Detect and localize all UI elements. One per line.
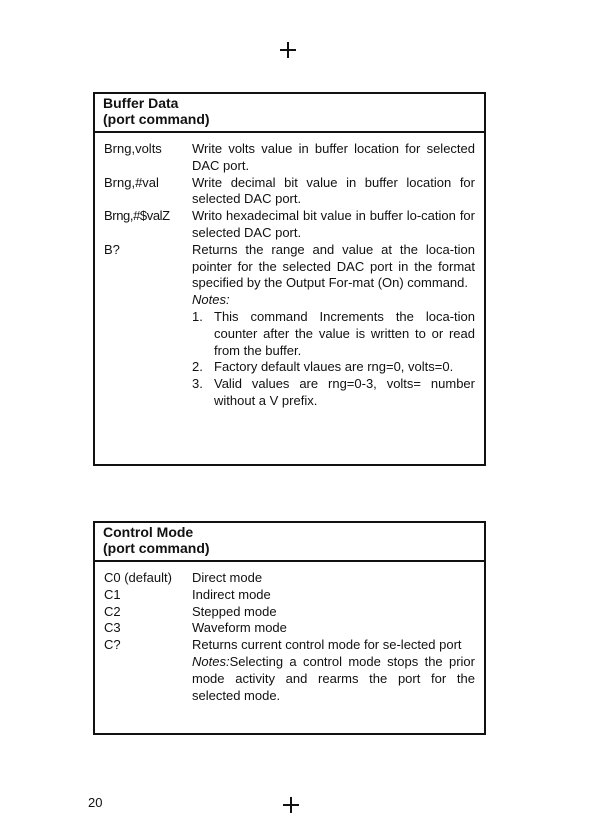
control-mode-box (93, 521, 486, 735)
command-description: Write decimal bit value in buffer location for selected DAC port. (192, 174, 475, 207)
command-description: Write volts value in buffer location for selected DAC port. (192, 141, 475, 173)
command-description (192, 242, 475, 410)
buffer-data-title: Buffer Data (103, 95, 179, 111)
note-item (192, 359, 475, 376)
command-code: Brng,volts (104, 141, 162, 156)
command-row (104, 175, 475, 209)
buffer-data-header (95, 94, 484, 133)
control-mode-body (95, 562, 484, 704)
note-number: 2. (192, 359, 203, 375)
command-row (104, 620, 475, 637)
note-text: Factory default vlaues are rng=0, volts=0. (214, 359, 454, 375)
notes-label: Notes: (192, 653, 230, 669)
command-row (104, 604, 475, 621)
command-row (104, 242, 475, 410)
command-code: Brng,#val (104, 174, 159, 190)
command-code: B? (104, 241, 120, 257)
command-description-text: Returns the range and value at the loca-tion pointer for the selected DAC port in the format specified by the Output For-mat (On) command. (192, 241, 475, 291)
command-code: C0 (default) (104, 570, 172, 585)
command-row (104, 637, 475, 704)
command-code: C3 (104, 620, 121, 636)
command-description: Stepped mode (192, 603, 277, 619)
note-item (192, 309, 475, 359)
command-code: Brng,#$valZ (104, 208, 170, 224)
command-description: Waveform mode (192, 620, 287, 636)
notes-label: Notes: (192, 292, 230, 308)
note-item (192, 376, 475, 410)
command-description: Writo hexadecimal bit value in buffer lo-cation for selected DAC port. (192, 208, 475, 240)
notes-paragraph (192, 654, 475, 704)
buffer-data-body (95, 133, 484, 410)
command-code: C1 (104, 586, 121, 602)
notes-text: Selecting a control mode stops the prior mode activity and rearms the port for the selected mode. (192, 653, 475, 703)
registration-mark-bottom (283, 797, 299, 813)
command-code: C? (104, 637, 121, 653)
note-number: 3. (192, 376, 203, 392)
control-mode-header (95, 523, 484, 562)
control-mode-title: Control Mode (103, 524, 194, 540)
command-description-text: Returns current control mode for se-lected port (192, 637, 462, 653)
command-code: C2 (104, 603, 121, 619)
registration-mark-top (280, 42, 296, 58)
command-description: Direct mode (192, 570, 263, 585)
command-row (104, 141, 475, 175)
command-description (192, 637, 475, 704)
command-description: Indirect mode (192, 586, 271, 602)
command-row (104, 587, 475, 604)
command-row (104, 570, 475, 587)
page-number: 20 (88, 795, 103, 810)
buffer-data-box (93, 92, 486, 466)
note-number: 1. (192, 308, 203, 324)
note-text: Valid values are rng=0-3, volts= number without a V prefix. (214, 376, 475, 408)
command-row (104, 208, 475, 242)
control-mode-subtitle: (port command) (103, 540, 210, 556)
note-text: This command Increments the loca-tion counter after the value is written to or read from the buffer. (214, 308, 475, 358)
buffer-data-subtitle: (port command) (103, 111, 210, 127)
